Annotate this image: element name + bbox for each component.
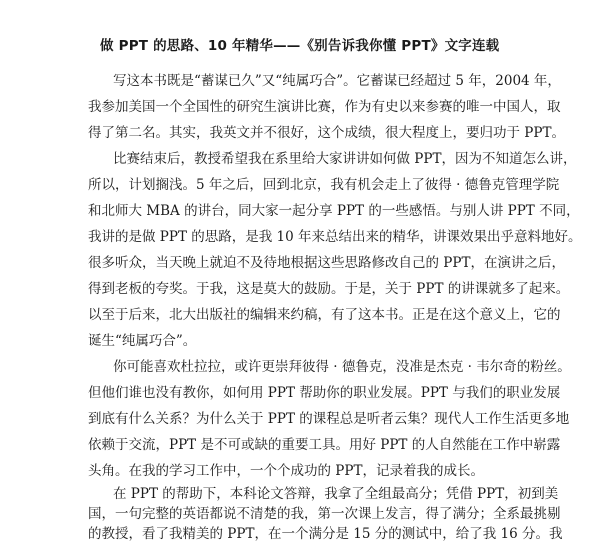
paragraph-line: 我参加美国一个全国性的研究生演讲比赛，作为有史以来参赛的唯一中国人，取 (88, 99, 561, 115)
paragraph-line: 诞生“纯属巧合”。 (88, 333, 197, 349)
paragraph-line: 到底有什么关系？为什么关于 PPT 的课程总是听者云集？现代人工作生活更多地 (88, 411, 570, 427)
paragraph-line: 我讲的是做 PPT 的思路，是我 10 年来总结出来的精华，讲课效果出乎意料地好。 (88, 229, 582, 245)
paragraph-line: 以至于后来，北大出版社的编辑来约稿，有了这本书。正是在这个意义上，它的 (88, 307, 561, 323)
article-title: 做 PPT 的思路、10 年精华——《别告诉我你懂 PPT》文字连载 (100, 38, 500, 54)
paragraph-line: 写这本书既是“蓄谋已久”又“纯属巧合”。它蓄谋已经超过 5 年，2004 年， (113, 73, 561, 89)
paragraph-line: 得到老板的夸奖。于我，这是莫大的鼓励。于是，关于 PPT 的讲课就多了起来。 (88, 281, 570, 297)
paragraph-line: 国，一句完整的英语都说不清楚的我，第一次课上发言，得了满分；全系最挑剔 (88, 506, 561, 522)
paragraph-line: 头角。在我的学习工作中，一个个成功的 PPT，记录着我的成长。 (88, 463, 484, 479)
paragraph-line: 和北师大 MBA 的讲台，同大家一起分享 PPT 的一些感悟。与别人讲 PPT 不同， (88, 203, 580, 219)
paragraph-line: 的教授，看了我精美的 PPT，在一个满分是 15 分的测试中，给了我 16 分。我 (88, 526, 563, 542)
paragraph-line: 你可能喜欢杜拉拉，或许更崇拜彼得 · 德鲁克，没准是杰克 · 韦尔奇的粉丝。 (113, 359, 571, 375)
paragraph-line: 很多听众，当天晚上就迫不及待地根据这些思路修改自己的 PPT，在演讲之后， (88, 255, 565, 271)
paragraph-line: 得了第二名。其实，我英文并不很好，这个成绩，很大程度上，要归功于 PPT。 (88, 125, 565, 141)
paragraph-line: 在 PPT 的帮助下，本科论文答辩，我拿了全组最高分；凭借 PPT，初到美 (113, 486, 559, 502)
paragraph-line: 依赖于交流，PPT 是不可或缺的重要工具。用好 PPT 的人自然能在工作中崭露 (88, 437, 561, 453)
paragraph-line: 比赛结束后，教授希望我在系里给大家讲讲如何做 PPT，因为不知道怎么讲， (113, 151, 577, 167)
paragraph-line: 所以，计划搁浅。5 年之后，回到北京，我有机会走上了彼得 · 德鲁克管理学院 (88, 177, 560, 193)
paragraph-line: 但他们谁也没有教你，如何用 PPT 帮助你的职业发展。PPT 与我们的职业发展 (88, 385, 561, 401)
